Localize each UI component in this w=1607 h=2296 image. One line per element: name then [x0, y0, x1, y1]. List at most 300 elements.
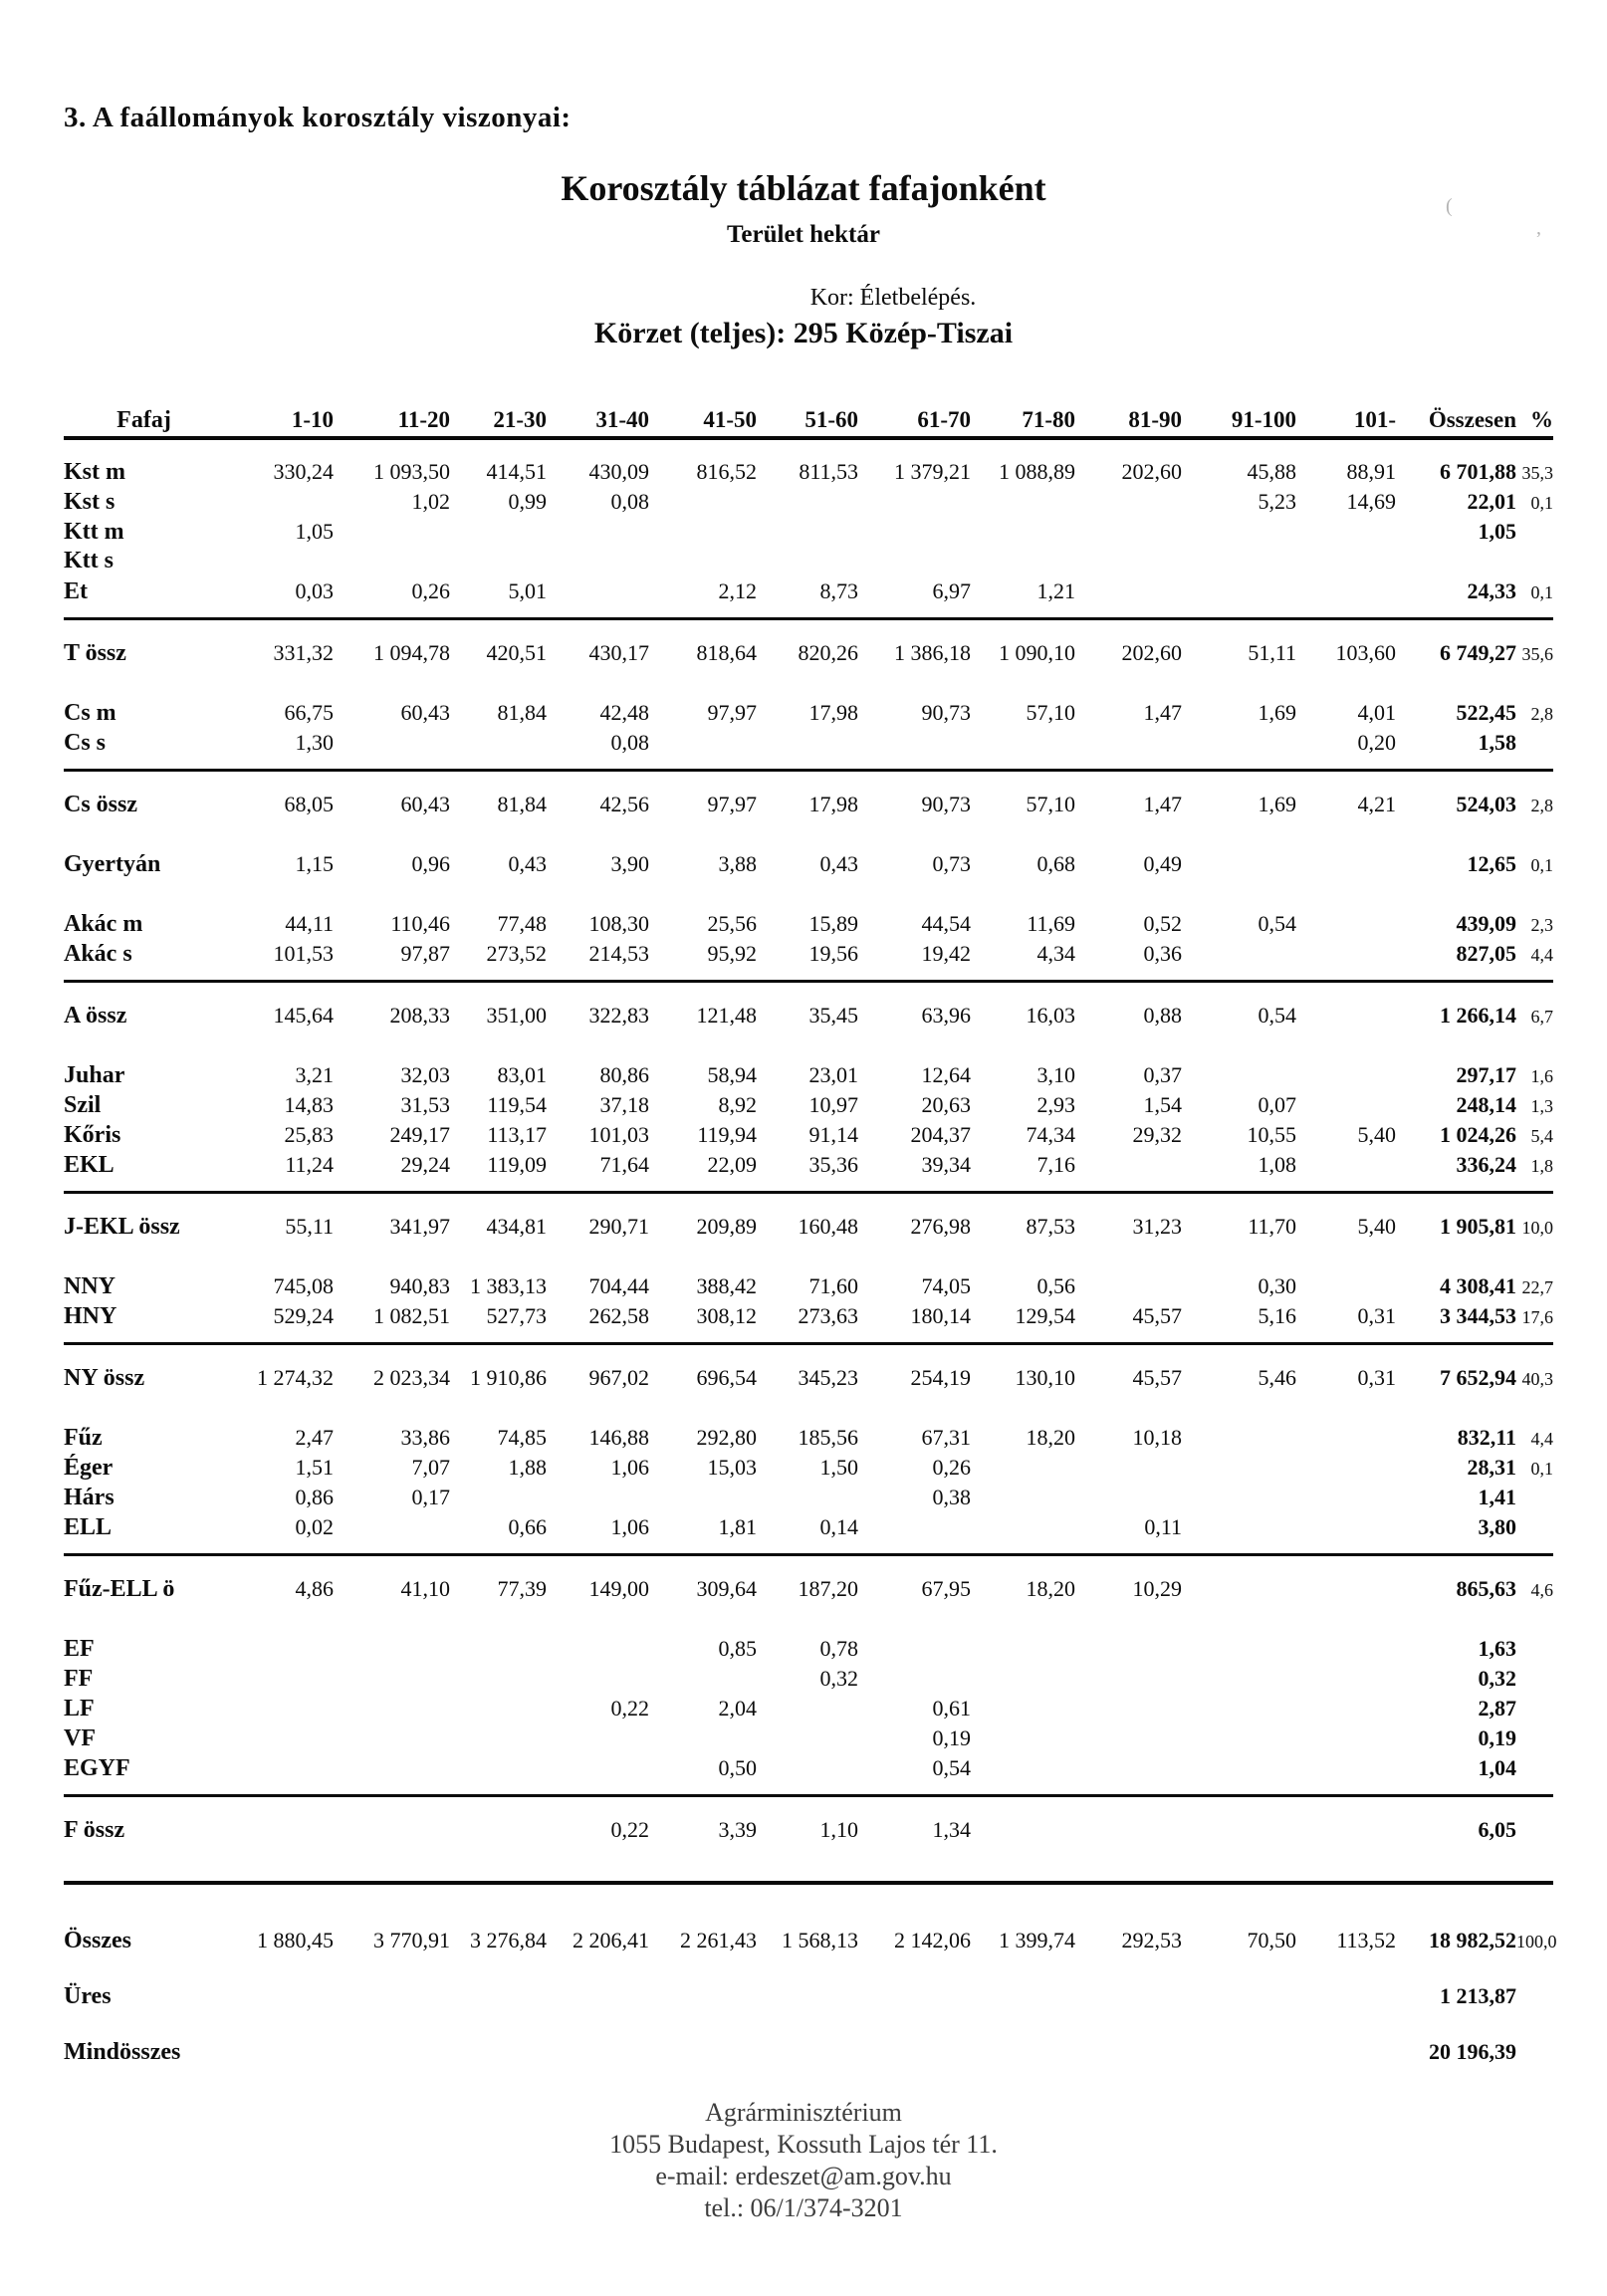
area-value-cell: 0,56	[1036, 1273, 1075, 1298]
area-value-cell: 1,54	[1143, 1092, 1182, 1117]
total-row	[64, 793, 1553, 815]
area-value-cell: 1,15	[295, 851, 334, 876]
area-value-cell: 0,43	[508, 851, 547, 876]
age-class-table	[64, 407, 1557, 2065]
area-value-cell: 81,84	[497, 700, 547, 725]
area-value-cell: 1,51	[295, 1455, 334, 1480]
area-value-cell: 74,85	[497, 1425, 547, 1450]
area-value-cell: 0,54	[1258, 1003, 1296, 1028]
row-percent: 4,4	[1530, 1429, 1553, 1449]
area-value-cell: 1,34	[932, 1817, 971, 1842]
species-row	[64, 1063, 1553, 1086]
row-percent: 6,7	[1530, 1007, 1553, 1027]
area-value-cell: 71,64	[599, 1152, 649, 1177]
area-value-cell: 0,50	[718, 1755, 757, 1780]
area-value-cell: 18,20	[1026, 1425, 1075, 1450]
area-value-cell: 17,98	[808, 792, 858, 816]
area-value-cell: 11,70	[1248, 1214, 1296, 1239]
area-value-cell: 11,69	[1027, 911, 1075, 936]
column-header: 31-40	[595, 407, 649, 432]
area-value-cell: 2 142,06	[894, 1928, 971, 1952]
area-value-cell: 1 568,13	[782, 1928, 858, 1952]
species-label: FF	[64, 1666, 94, 1692]
area-value-cell: 185,56	[798, 1425, 858, 1450]
area-value-cell: 811,53	[799, 459, 858, 484]
area-value-cell: 95,92	[707, 941, 757, 966]
area-value-cell: 81,84	[497, 792, 547, 816]
row-percent: 40,3	[1521, 1369, 1553, 1389]
area-value-cell: 0,26	[411, 578, 450, 603]
area-value-cell: 3,39	[718, 1817, 757, 1842]
species-label: VF	[64, 1725, 96, 1751]
area-value-cell: 4,01	[1357, 700, 1396, 725]
area-value-cell: 8,73	[819, 578, 858, 603]
area-value-cell: 940,83	[389, 1273, 450, 1298]
area-value-cell: 68,05	[284, 792, 334, 816]
area-value-cell: 1,81	[718, 1514, 757, 1539]
species-row	[64, 1726, 1553, 1749]
row-total: 865,63	[1456, 1576, 1516, 1601]
area-value-cell: 3 770,91	[373, 1928, 450, 1952]
area-value-cell: 0,26	[932, 1455, 971, 1480]
row-total: 4 308,41	[1440, 1273, 1516, 1298]
area-value-cell: 19,56	[808, 941, 858, 966]
species-row	[64, 1756, 1553, 1779]
area-value-cell: 57,10	[1026, 700, 1075, 725]
area-value-cell: 420,51	[486, 640, 547, 665]
area-value-cell: 351,00	[486, 1003, 547, 1028]
species-row	[64, 942, 1553, 965]
area-value-cell: 58,94	[707, 1062, 757, 1087]
species-row	[64, 1153, 1553, 1176]
area-value-cell: 1 383,13	[470, 1273, 547, 1298]
section-rule	[64, 1191, 1553, 1194]
area-value-cell: 10,97	[808, 1092, 858, 1117]
species-row	[64, 1304, 1553, 1327]
area-value-cell: 0,31	[1357, 1365, 1396, 1390]
area-value-cell: 1 274,32	[257, 1365, 334, 1390]
total-row	[64, 1984, 1553, 2007]
area-value-cell: 25,56	[707, 911, 757, 936]
area-value-cell: 2 206,41	[573, 1928, 649, 1952]
total-row	[64, 1366, 1553, 1389]
column-header: 21-30	[493, 407, 547, 432]
column-header: Fafaj	[116, 407, 171, 433]
area-value-cell: 103,60	[1335, 640, 1396, 665]
species-label: ELL	[64, 1514, 113, 1540]
species-row	[64, 1486, 1553, 1508]
area-value-cell: 434,81	[486, 1214, 547, 1239]
area-value-cell: 0,85	[718, 1636, 757, 1661]
area-value-cell: 2,93	[1036, 1092, 1075, 1117]
area-value-cell: 187,20	[798, 1576, 858, 1601]
area-value-cell: 83,01	[497, 1062, 547, 1087]
area-value-cell: 77,39	[497, 1576, 547, 1601]
area-value-cell: 90,73	[921, 792, 971, 816]
area-value-cell: 331,32	[273, 640, 334, 665]
footer	[0, 2097, 1607, 2224]
species-row	[64, 701, 1553, 724]
row-total: 336,24	[1456, 1152, 1516, 1177]
species-row	[64, 550, 1553, 573]
area-value-cell: 4,86	[295, 1576, 334, 1601]
species-row	[64, 1456, 1553, 1479]
footer-email: e-mail: erdeszet@am.gov.hu	[655, 2162, 952, 2190]
area-value-cell: 273,63	[798, 1303, 858, 1328]
species-label: Kst m	[64, 459, 125, 485]
area-value-cell: 14,83	[284, 1092, 334, 1117]
area-value-cell: 0,07	[1258, 1092, 1296, 1117]
species-label: A össz	[64, 1003, 127, 1029]
species-label: Kst s	[64, 489, 115, 515]
area-value-cell: 1,02	[411, 489, 450, 514]
area-value-cell: 14,69	[1346, 489, 1396, 514]
area-value-cell: 4,34	[1036, 941, 1075, 966]
area-value-cell: 63,96	[921, 1003, 971, 1028]
area-value-cell: 25,83	[284, 1122, 334, 1147]
area-value-cell: 33,86	[400, 1425, 450, 1450]
section-heading: 3. A faállományok korosztály viszonyai:	[64, 102, 572, 133]
area-value-cell: 745,08	[273, 1273, 334, 1298]
area-value-cell: 1,47	[1143, 700, 1182, 725]
species-label: Akác m	[64, 911, 143, 937]
area-value-cell: 119,09	[487, 1152, 547, 1177]
total-row	[64, 2040, 1553, 2063]
section-rule	[64, 617, 1553, 620]
area-value-cell: 0,20	[1357, 730, 1396, 755]
species-label: T össz	[64, 640, 126, 666]
area-value-cell: 0,66	[508, 1514, 547, 1539]
area-value-cell: 820,26	[798, 640, 858, 665]
area-value-cell: 0,43	[819, 851, 858, 876]
area-value-cell: 10,18	[1132, 1425, 1182, 1450]
row-total: 6,05	[1478, 1817, 1516, 1842]
area-value-cell: 202,60	[1121, 459, 1182, 484]
area-value-cell: 15,03	[707, 1455, 757, 1480]
area-value-cell: 60,43	[400, 700, 450, 725]
species-row	[64, 520, 1553, 543]
area-value-cell: 130,10	[1015, 1365, 1075, 1390]
row-percent: 100,0	[1516, 1932, 1557, 1952]
area-value-cell: 29,32	[1132, 1122, 1182, 1147]
area-value-cell: 3,21	[295, 1062, 334, 1087]
area-value-cell: 0,08	[610, 489, 649, 514]
area-value-cell: 91,14	[808, 1122, 858, 1147]
row-total: 827,05	[1456, 941, 1516, 966]
area-value-cell: 1,69	[1258, 700, 1296, 725]
area-value-cell: 35,45	[808, 1003, 858, 1028]
area-value-cell: 209,89	[696, 1214, 757, 1239]
column-header: 1-10	[291, 407, 334, 432]
area-value-cell: 816,52	[696, 459, 757, 484]
area-value-cell: 1,06	[610, 1514, 649, 1539]
area-value-cell: 1 082,51	[373, 1303, 450, 1328]
species-row	[64, 490, 1553, 513]
area-value-cell: 51,11	[1248, 640, 1296, 665]
area-value-cell: 32,03	[400, 1062, 450, 1087]
row-percent: 0,1	[1530, 1459, 1553, 1479]
species-label: Fűz-ELL ö	[64, 1576, 175, 1602]
species-label: J-EKL össz	[64, 1214, 180, 1240]
area-value-cell: 0,61	[932, 1696, 971, 1721]
row-total: 28,31	[1467, 1455, 1516, 1480]
area-value-cell: 696,54	[696, 1365, 757, 1390]
area-value-cell: 0,31	[1357, 1303, 1396, 1328]
row-total: 18 982,52	[1429, 1928, 1516, 1952]
area-value-cell: 16,03	[1026, 1003, 1075, 1028]
species-row	[64, 1274, 1553, 1297]
area-value-cell: 42,56	[599, 792, 649, 816]
area-value-cell: 77,48	[497, 911, 547, 936]
page-title: Korosztály táblázat fafajonként	[561, 168, 1046, 208]
row-percent: 4,4	[1530, 945, 1553, 965]
area-value-cell: 8,92	[718, 1092, 757, 1117]
species-row	[64, 579, 1553, 602]
area-value-cell: 818,64	[696, 640, 757, 665]
area-value-cell: 1 880,45	[257, 1928, 334, 1952]
area-value-cell: 7,07	[411, 1455, 450, 1480]
area-value-cell: 273,52	[486, 941, 547, 966]
area-value-cell: 249,17	[389, 1122, 450, 1147]
species-label: Akác s	[64, 941, 132, 967]
area-value-cell: 0,54	[932, 1755, 971, 1780]
area-value-cell: 0,32	[819, 1666, 858, 1691]
column-header: 81-90	[1128, 407, 1182, 432]
area-value-cell: 55,11	[285, 1214, 334, 1239]
species-label: NNY	[64, 1273, 115, 1299]
species-row	[64, 1697, 1553, 1720]
footer-address: 1055 Budapest, Kossuth Lajos tér 11.	[609, 2130, 998, 2159]
area-value-cell: 108,30	[588, 911, 649, 936]
area-value-cell: 1 379,21	[894, 459, 971, 484]
area-value-cell: 345,23	[798, 1365, 858, 1390]
area-value-cell: 0,38	[932, 1485, 971, 1509]
area-value-cell: 180,14	[910, 1303, 971, 1328]
species-label: EF	[64, 1636, 95, 1662]
total-row	[64, 1215, 1553, 1238]
area-value-cell: 119,94	[697, 1122, 757, 1147]
row-percent: 0,1	[1530, 855, 1553, 875]
area-value-cell: 12,64	[921, 1062, 971, 1087]
row-total: 1,63	[1478, 1636, 1516, 1661]
area-value-cell: 254,19	[910, 1365, 971, 1390]
area-value-cell: 121,48	[696, 1003, 757, 1028]
area-value-cell: 113,52	[1336, 1928, 1396, 1952]
species-label: EGYF	[64, 1755, 130, 1781]
area-value-cell: 0,86	[295, 1485, 334, 1509]
row-total: 6 749,27	[1440, 640, 1516, 665]
section-rule	[64, 980, 1553, 983]
scan-artifact: (	[1446, 195, 1453, 217]
row-total: 1 905,81	[1440, 1214, 1516, 1239]
area-value-cell: 90,73	[921, 700, 971, 725]
kor-line: Kor: Életbelépés.	[809, 285, 977, 311]
species-label: HNY	[64, 1303, 117, 1329]
area-value-cell: 45,57	[1132, 1303, 1182, 1328]
area-value-cell: 145,64	[273, 1003, 334, 1028]
row-percent: 10,0	[1521, 1218, 1553, 1238]
row-total: 297,17	[1456, 1062, 1516, 1087]
area-value-cell: 262,58	[588, 1303, 649, 1328]
row-percent: 17,6	[1521, 1307, 1553, 1327]
area-value-cell: 292,53	[1121, 1928, 1182, 1952]
species-row	[64, 1426, 1553, 1449]
area-value-cell: 1,50	[819, 1455, 858, 1480]
total-row	[64, 1928, 1557, 1953]
area-value-cell: 60,43	[400, 792, 450, 816]
area-value-cell: 1 910,86	[470, 1365, 547, 1390]
area-value-cell: 0,02	[295, 1514, 334, 1539]
area-value-cell: 0,03	[295, 578, 334, 603]
species-label: Fűz	[64, 1425, 103, 1451]
area-value-cell: 0,30	[1258, 1273, 1296, 1298]
scan-artifact: ,	[1536, 217, 1541, 239]
area-value-cell: 330,24	[273, 459, 334, 484]
area-value-cell: 3,88	[718, 851, 757, 876]
species-label: Mindösszes	[64, 2039, 181, 2065]
area-value-cell: 18,20	[1026, 1576, 1075, 1601]
row-percent: 5,4	[1530, 1126, 1553, 1146]
area-value-cell: 1,08	[1258, 1152, 1296, 1177]
row-total: 1,05	[1478, 519, 1516, 544]
area-value-cell: 19,42	[921, 941, 971, 966]
section-rule	[64, 1553, 1553, 1556]
species-row	[64, 731, 1553, 754]
species-row	[64, 852, 1553, 875]
area-value-cell: 0,11	[1144, 1514, 1182, 1539]
total-row	[64, 1004, 1553, 1027]
species-label: LF	[64, 1696, 95, 1722]
area-value-cell: 0,52	[1143, 911, 1182, 936]
area-value-cell: 0,22	[610, 1696, 649, 1721]
species-row	[64, 1123, 1553, 1146]
row-percent: 22,7	[1521, 1277, 1553, 1297]
section-rule	[64, 1794, 1553, 1797]
area-value-cell: 10,29	[1132, 1576, 1182, 1601]
area-value-cell: 0,88	[1143, 1003, 1182, 1028]
area-value-cell: 146,88	[588, 1425, 649, 1450]
section-rule	[64, 1342, 1553, 1345]
species-label: Cs össz	[64, 792, 138, 817]
area-value-cell: 129,54	[1015, 1303, 1075, 1328]
row-percent: 2,8	[1530, 796, 1553, 815]
area-value-cell: 41,10	[400, 1576, 450, 1601]
area-value-cell: 0,08	[610, 730, 649, 755]
row-total: 248,14	[1456, 1092, 1516, 1117]
area-value-cell: 97,97	[707, 700, 757, 725]
row-percent: 2,3	[1530, 915, 1553, 935]
species-label: Kőris	[64, 1122, 121, 1148]
total-row	[64, 1818, 1553, 1841]
area-value-cell: 1,47	[1143, 792, 1182, 816]
area-value-cell: 0,96	[411, 851, 450, 876]
area-value-cell: 527,73	[486, 1303, 547, 1328]
row-total: 1,04	[1478, 1755, 1516, 1780]
area-value-cell: 202,60	[1121, 640, 1182, 665]
area-value-cell: 1,06	[610, 1455, 649, 1480]
area-value-cell: 29,24	[400, 1152, 450, 1177]
area-value-cell: 17,98	[808, 700, 858, 725]
area-value-cell: 290,71	[588, 1214, 649, 1239]
area-value-cell: 388,42	[696, 1273, 757, 1298]
species-row	[64, 1515, 1553, 1538]
area-value-cell: 101,53	[273, 941, 334, 966]
area-value-cell: 7,16	[1036, 1152, 1075, 1177]
row-percent: 1,8	[1530, 1156, 1553, 1176]
area-value-cell: 113,17	[487, 1122, 547, 1147]
area-value-cell: 0,54	[1258, 911, 1296, 936]
area-value-cell: 341,97	[389, 1214, 450, 1239]
page-subtitle: Terület hektár	[727, 221, 880, 248]
age-table-rows	[64, 459, 1557, 2065]
row-total: 24,33	[1467, 578, 1516, 603]
area-value-cell: 23,01	[808, 1062, 858, 1087]
area-value-cell: 44,54	[921, 911, 971, 936]
species-label: Ktt s	[64, 548, 114, 574]
area-value-cell: 5,01	[508, 578, 547, 603]
row-percent: 35,3	[1521, 463, 1553, 483]
area-value-cell: 0,17	[411, 1485, 450, 1509]
area-value-cell: 6,97	[932, 578, 971, 603]
row-total: 2,87	[1478, 1696, 1516, 1721]
column-header: Összesen	[1428, 407, 1516, 432]
area-value-cell: 119,54	[487, 1092, 547, 1117]
footer-org: Agrárminisztérium	[705, 2098, 902, 2127]
area-value-cell: 87,53	[1026, 1214, 1075, 1239]
column-header: 101-	[1353, 407, 1396, 432]
area-value-cell: 5,40	[1357, 1122, 1396, 1147]
area-value-cell: 0,68	[1036, 851, 1075, 876]
section-rule	[64, 1881, 1553, 1885]
column-header: 91-100	[1231, 407, 1296, 432]
area-value-cell: 1 386,18	[894, 640, 971, 665]
species-label: Et	[64, 578, 88, 604]
area-value-cell: 74,05	[921, 1273, 971, 1298]
area-value-cell: 71,60	[808, 1273, 858, 1298]
species-label: Gyertyán	[64, 851, 161, 877]
area-value-cell: 0,49	[1143, 851, 1182, 876]
row-total: 1 266,14	[1440, 1003, 1516, 1028]
area-value-cell: 309,64	[696, 1576, 757, 1601]
area-value-cell: 74,34	[1026, 1122, 1075, 1147]
species-label: NY össz	[64, 1365, 145, 1391]
row-total: 1,41	[1478, 1485, 1516, 1509]
area-value-cell: 0,22	[610, 1817, 649, 1842]
area-value-cell: 0,14	[819, 1514, 858, 1539]
area-value-cell: 11,24	[285, 1152, 334, 1177]
area-value-cell: 67,31	[921, 1425, 971, 1450]
korzet-line: Körzet (teljes): 295 Közép-Tiszai	[593, 317, 1014, 349]
footer-phone: tel.: 06/1/374-3201	[704, 2193, 903, 2222]
row-total: 7 652,94	[1440, 1365, 1516, 1390]
column-header: 41-50	[703, 407, 757, 432]
row-percent: 0,1	[1530, 493, 1553, 513]
table-header-row	[64, 408, 1553, 432]
area-value-cell: 97,87	[400, 941, 450, 966]
species-label: Összes	[64, 1928, 131, 1953]
row-total: 832,11	[1457, 1425, 1516, 1450]
area-value-cell: 2,12	[718, 578, 757, 603]
header-rule	[64, 436, 1553, 440]
row-total: 12,65	[1467, 851, 1516, 876]
area-value-cell: 1 093,50	[373, 459, 450, 484]
column-header: 61-70	[917, 407, 971, 432]
area-value-cell: 5,40	[1357, 1214, 1396, 1239]
total-row	[64, 641, 1553, 664]
area-value-cell: 101,03	[588, 1122, 649, 1147]
area-value-cell: 42,48	[599, 700, 649, 725]
row-percent: 0,1	[1530, 582, 1553, 602]
